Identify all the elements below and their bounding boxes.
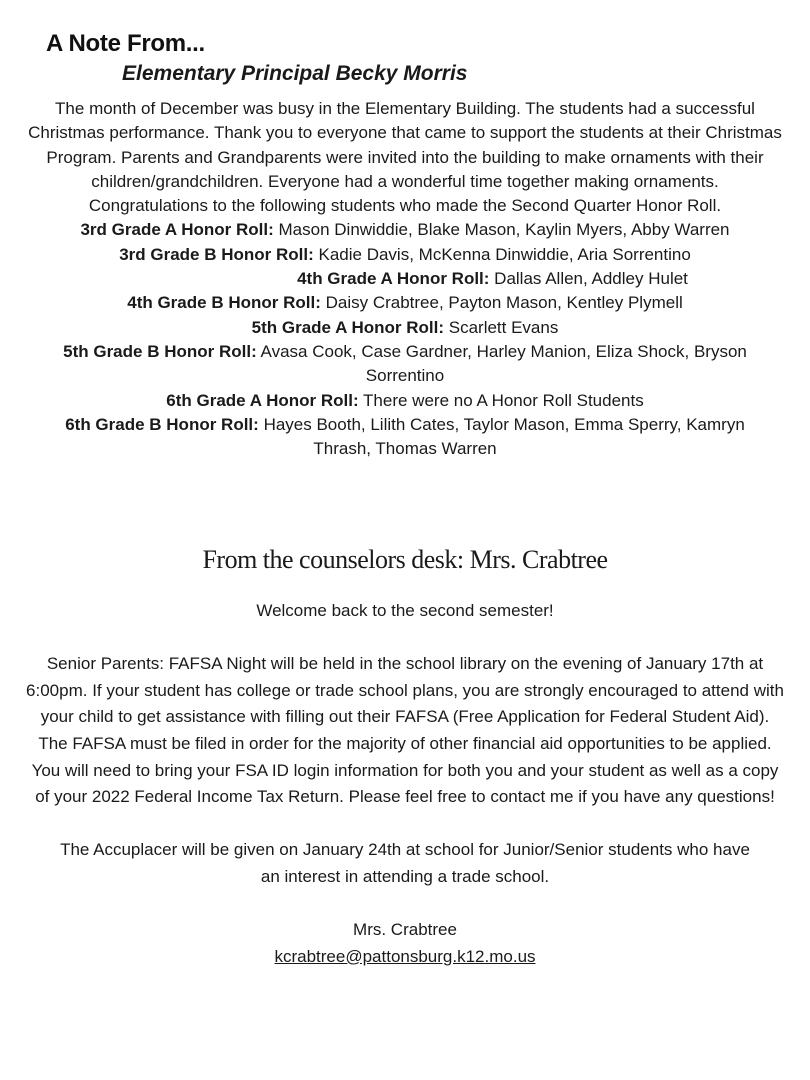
honor-roll-label: 6th Grade B Honor Roll: xyxy=(65,414,259,434)
honor-roll-5a xyxy=(20,316,790,340)
honor-roll-3a xyxy=(20,218,790,242)
note-title: A Note From... xyxy=(46,30,205,57)
honor-roll-names: Dallas Allen, Addley Hulet xyxy=(494,269,688,289)
honor-roll-names: Avasa Cook, Case Gardner, Harley Manion, Eliza Shock, Bryson Sorrentino xyxy=(260,341,747,386)
honor-roll-names: Kadie Davis, McKenna Dinwiddie, Aria Sorrentino xyxy=(318,244,691,264)
honor-roll-6a xyxy=(20,389,790,413)
email-link[interactable]: kcrabtree@pattonsburg.k12.mo.us xyxy=(274,946,536,966)
honor-roll-names: Hayes Booth, Lilith Cates, Taylor Mason, Emma Sperry, Kamryn Thrash, Thomas Warren xyxy=(263,414,745,459)
elementary-intro: The month of December was busy in the Elementary Building. The students had a successful Christmas performance. Thank you to everyone that came to support the students at their Christmas Program. Parents and Grandparents were invited into the building to make ornaments with their children/grandchildren. Everyone had a wonderful time together making ornaments. xyxy=(28,99,782,191)
honor-roll-intro: Congratulations to the following students who made the Second Quarter Honor Roll. xyxy=(88,196,722,216)
honor-roll-label: 3rd Grade A Honor Roll: xyxy=(80,220,274,240)
honor-roll-label: 3rd Grade B Honor Roll: xyxy=(119,244,314,264)
note-subtitle: Elementary Principal Becky Morris xyxy=(122,62,468,85)
honor-roll-label: 6th Grade A Honor Roll: xyxy=(166,390,359,410)
honor-roll-3b xyxy=(20,243,790,267)
honor-roll-5b xyxy=(20,340,790,389)
accuplacer-paragraph: The Accuplacer will be given on January 24th at school for Junior/Senior students who have an interest in attending a trade school. xyxy=(60,840,750,886)
honor-roll-names: There were no A Honor Roll Students xyxy=(363,390,644,410)
honor-roll-6b xyxy=(20,413,790,462)
honor-roll-label: 5th Grade B Honor Roll: xyxy=(63,341,257,361)
spacer xyxy=(20,891,790,918)
honor-roll-4a xyxy=(20,267,790,291)
counselor-section xyxy=(20,598,790,970)
honor-roll-label: 4th Grade A Honor Roll: xyxy=(297,269,490,289)
honor-roll-label: 5th Grade A Honor Roll: xyxy=(251,317,444,337)
signature: Mrs. Crabtree xyxy=(353,920,457,940)
elementary-section xyxy=(20,97,790,461)
honor-roll-names: Daisy Crabtree, Payton Mason, Kentley Plymell xyxy=(325,293,683,313)
honor-roll-names: Scarlett Evans xyxy=(448,317,559,337)
spacer xyxy=(20,625,790,652)
fafsa-paragraph: Senior Parents: FAFSA Night will be held in the school library on the evening of January 17th at 6:00pm. If your student has college or trade school plans, you are strongly encouraged to attend with your child to get assistance with filling out their FAFSA (Free Application for Federal Student Aid). The FAFSA must be filed in order for the majority of other financial aid opportunities to be applied. You will need to bring your FSA ID login information for both you and your student as well as a copy of your 2022 Federal Income Tax Return. Please feel free to contact me if you have any questions! xyxy=(26,654,784,807)
spacer xyxy=(20,811,790,838)
honor-roll-label: 4th Grade B Honor Roll: xyxy=(127,293,321,313)
welcome-text: Welcome back to the second semester! xyxy=(256,601,554,620)
honor-roll-names: Mason Dinwiddie, Blake Mason, Kaylin Myers, Abby Warren xyxy=(278,220,730,240)
counselor-title: From the counselors desk: Mrs. Crabtree xyxy=(202,545,608,574)
honor-roll-4b xyxy=(20,291,790,315)
